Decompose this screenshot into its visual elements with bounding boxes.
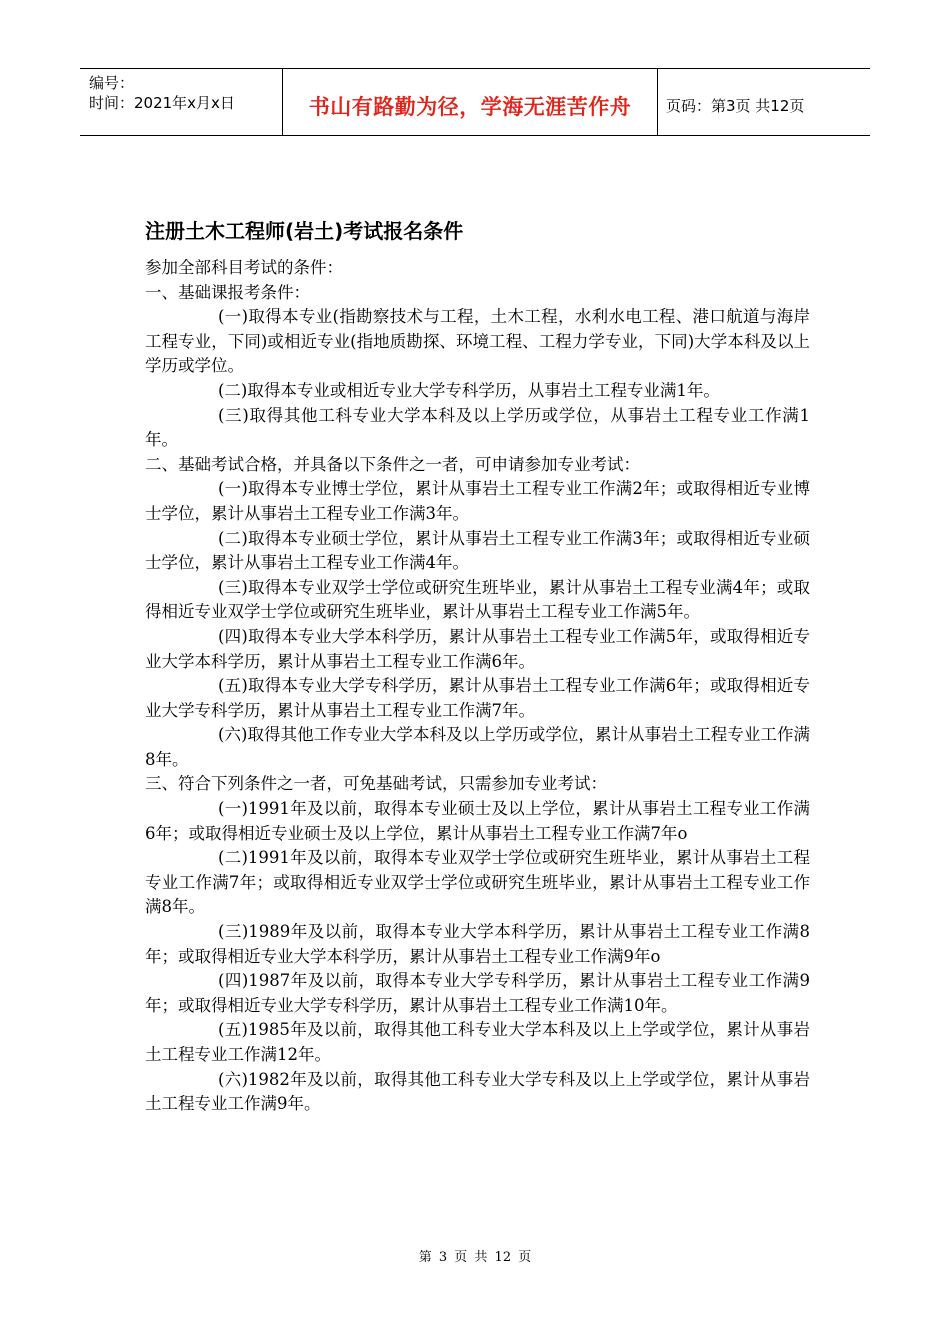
paragraph: 二、基础考试合格，并具备以下条件之一者，可申请参加专业考试： — [145, 454, 640, 474]
header-page-info: 页码：第3页 共12页 — [666, 97, 805, 115]
paragraph: (二)1991年及以前，取得本专业双学士学位或研究生班毕业，累计从事岩土工程专业工作满7年；或取得相近专业双学士学位或研究生班毕业，累计从事岩土工程专业工作满8年。 — [145, 848, 810, 917]
serial-number-label: 编号： — [89, 74, 135, 92]
paragraph: (二)取得本专业或相近专业大学专科学历，从事岩土工程专业满1年。 — [218, 380, 720, 400]
paragraph: (五)取得本专业大学专科学历，累计从事岩土工程专业工作满6年；或取得相近专业大学专科学历，累计从事岩土工程专业工作满7年。 — [145, 676, 810, 720]
paragraph: (四)取得本专业大学本科学历，累计从事岩土工程专业工作满5年，或取得相近专业大学本科学历，累计从事岩土工程专业工作满6年。 — [145, 626, 810, 671]
date-label: 时间：2021年x月x日 — [89, 94, 235, 112]
paragraph: 参加全部科目考试的条件： — [145, 258, 343, 277]
paragraph: 三、符合下列条件之一者，可免基础考试，只需参加专业考试： — [145, 774, 607, 794]
paragraph: (六)取得其他工作专业大学本科及以上学历或学位，累计从事岩土工程专业工作满8年。 — [145, 725, 810, 769]
page-footer: 第 3 页 共 12 页 — [418, 1250, 532, 1265]
page-header — [80, 68, 870, 136]
paragraph: (三)1989年及以前，取得本专业大学本科学历，累计从事岩土工程专业工作满8年；或取得相近专业大学本科学历，累计从事岩土工程专业工作满9年o — [145, 922, 810, 966]
header-divider-right — [657, 69, 658, 136]
document-body — [145, 216, 810, 1117]
paragraph: (二)取得本专业硕士学位，累计从事岩土工程专业工作满3年；或取得相近专业硕士学位，累计从事岩土工程专业工作满4年。 — [145, 528, 810, 573]
document-title: 注册土木工程师(岩土)考试报名条件 — [145, 219, 464, 243]
paragraph: (五)1985年及以前，取得其他工科专业大学本科及以上上学或学位，累计从事岩土工程专业工作满12年。 — [145, 1020, 810, 1064]
paragraph: (一)取得本专业(指勘察技术与工程，土木工程，水利水电工程、港口航道与海岸工程专业，下同)或相近专业(指地质勘探、环境工程、工程力学专业，下同)大学本科及以上学历或学位。 — [145, 307, 810, 376]
paragraph: (一)取得本专业博士学位，累计从事岩土工程专业工作满2年；或取得相近专业博士学位，累计从事岩土工程专业工作满3年。 — [145, 479, 810, 523]
header-motto: 书山有路勤为径，学海无涯苦作舟 — [308, 95, 632, 119]
paragraph: (一)1991年及以前，取得本专业硕士及以上学位，累计从事岩土工程专业工作满6年；或取得相近专业硕士及以上学位，累计从事岩土工程专业工作满7年o — [145, 799, 810, 843]
paragraph: (三)取得本专业双学士学位或研究生班毕业，累计从事岩土工程专业满4年；或取得相近专业双学士学位或研究生班毕业，累计从事岩土工程专业工作满5年。 — [145, 577, 810, 622]
paragraph: 一、基础课报考条件： — [145, 282, 310, 302]
paragraph: (三)取得其他工科专业大学本科及以上学历或学位，从事岩土工程专业工作满1年。 — [145, 405, 810, 450]
header-meta — [89, 73, 235, 113]
paragraph: (四)1987年及以前，取得本专业大学专科学历，累计从事岩土工程专业工作满9年；或取得相近专业大学专科学历，累计从事岩土工程专业工作满10年。 — [145, 971, 810, 1015]
paragraph-list — [145, 256, 810, 1117]
paragraph: (六)1982年及以前，取得其他工科专业大学专科及以上上学或学位，累计从事岩土工程专业工作满9年。 — [145, 1069, 810, 1114]
